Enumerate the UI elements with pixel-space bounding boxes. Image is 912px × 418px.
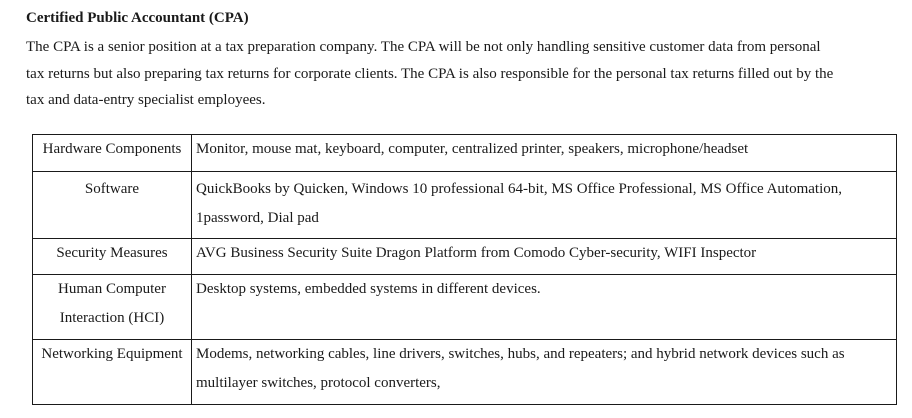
label-text: Software [84,181,140,197]
row-value [192,135,897,172]
value-text: QuickBooks by Quicken, Windows 10 professional 64-bit, MS Office Professional, MS Office Automation, [196,181,843,197]
table-row-hardware [33,135,897,172]
table-row-hci [33,275,897,340]
table-row-software [33,172,897,239]
value-text: Desktop systems, embedded systems in different devices. [196,281,541,297]
label-text: Hardware Components [42,141,182,157]
value-text: Monitor, mouse mat, keyboard, computer, centralized printer, speakers, microphone/headset [196,141,749,157]
label-text: Networking Equipment [41,346,183,362]
section-heading: Certified Public Accountant (CPA) [26,10,249,26]
value-text: multilayer switches, protocol converters, [196,374,441,391]
row-label [33,172,192,239]
value-text: AVG Business Security Suite Dragon Platform from Comodo Cyber-security, WIFI Inspector [196,245,757,261]
paragraph-line: tax returns but also preparing tax returns for corporate clients. The CPA is also responsible for the personal tax returns filled out by the [26,65,834,82]
description-paragraph [26,34,896,114]
value-text: 1password, Dial pad [196,209,319,226]
label-text: Interaction (HCI) [59,309,165,326]
table-row-networking [33,340,897,405]
row-value [192,340,897,405]
row-value [192,172,897,239]
table-row-security [33,239,897,275]
row-label [33,340,192,405]
label-text: Human Computer [58,281,166,297]
row-value [192,275,897,340]
value-text: Modems, networking cables, line drivers, switches, hubs, and repeaters; and hybrid network devices such as [196,346,845,362]
components-table [32,134,897,405]
row-value [192,239,897,275]
row-label [33,135,192,172]
row-label [33,275,192,340]
paragraph-line: tax and data-entry specialist employees. [26,92,266,108]
label-text: Security Measures [56,245,168,261]
row-label [33,239,192,275]
paragraph-line: The CPA is a senior position at a tax preparation company. The CPA will be not only handling sensitive customer data from personal [26,39,821,55]
